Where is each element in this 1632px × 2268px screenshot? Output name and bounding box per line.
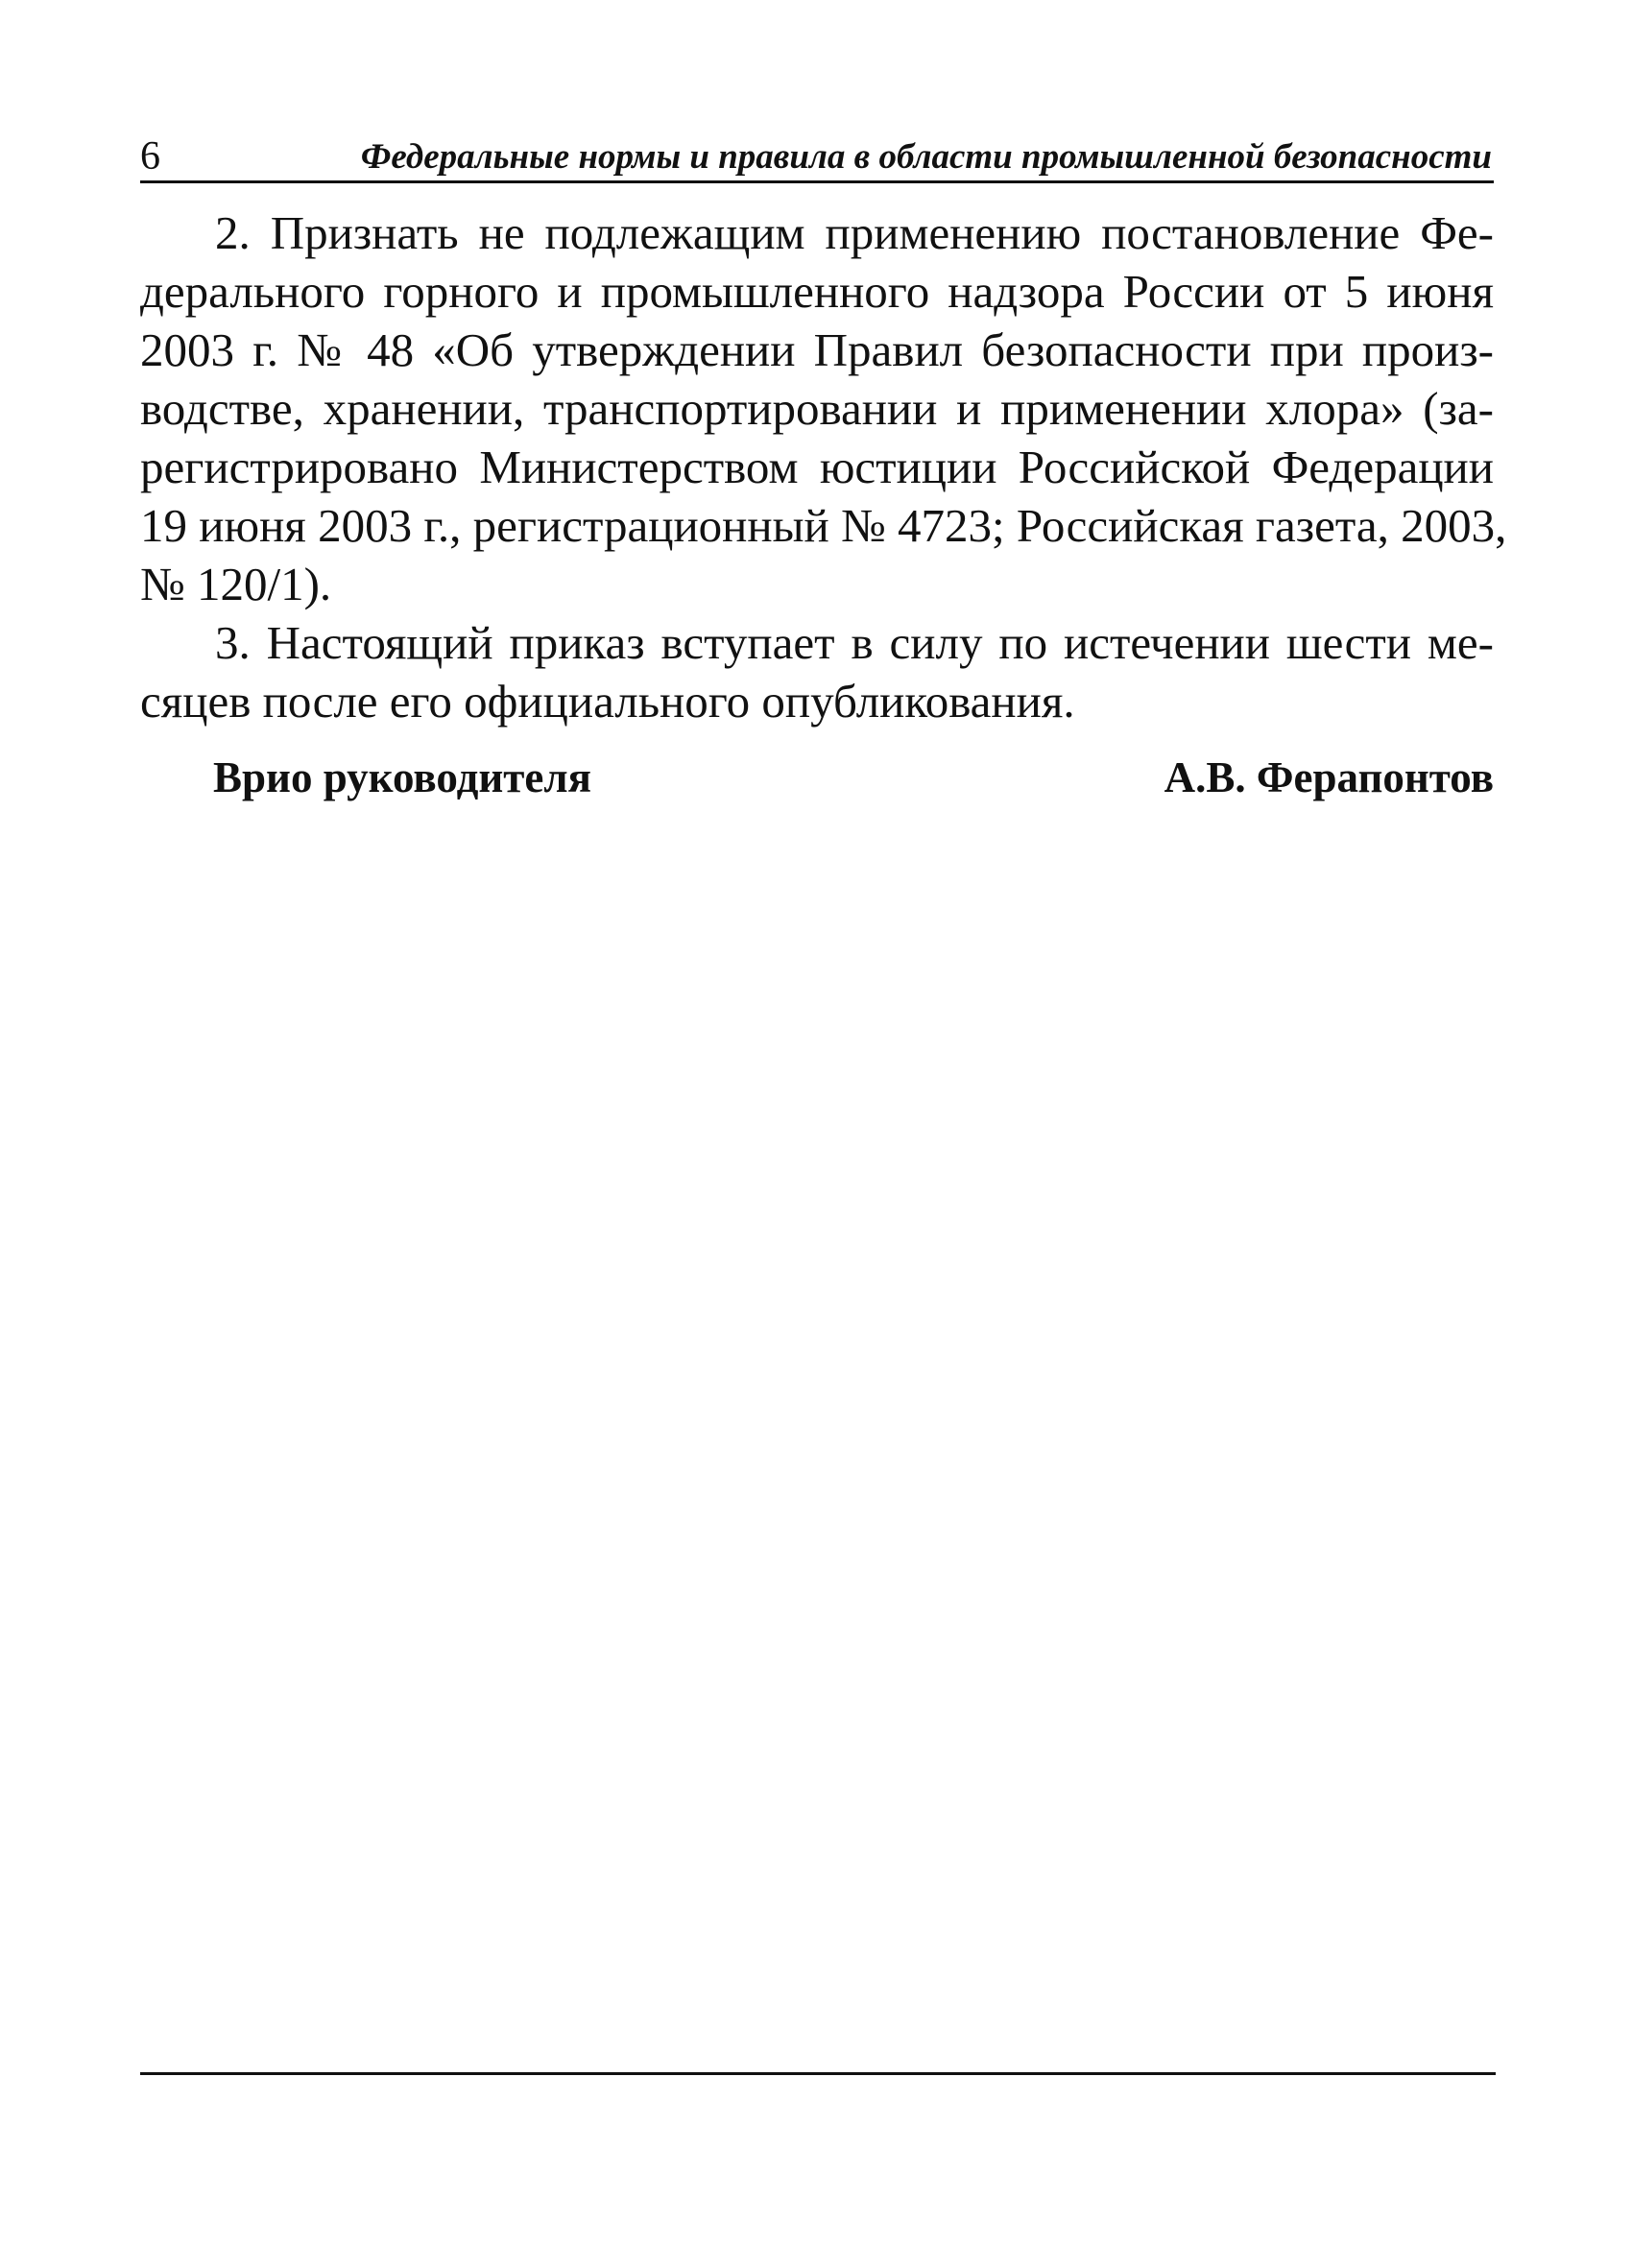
paragraph-line: водстве, хранении, транспортировании и применении хлора» (за-: [140, 382, 1494, 435]
document-body: [140, 203, 1507, 730]
paragraph-line: дерального горного и промышленного надзора России от 5 июня: [140, 265, 1494, 318]
page-number: 6: [140, 134, 160, 179]
signatory-position: Врио руководителя: [213, 753, 591, 801]
paragraph-line: регистрировано Министерством юстиции Российской Федерации: [140, 441, 1494, 493]
running-header-title: Федеральные нормы и правила в области промышленной безопасности: [360, 137, 1492, 177]
paragraph-line: 2003 г. № 48 «Об утверждении Правил безопасности при произ-: [140, 323, 1494, 376]
paragraph-3: [140, 613, 1494, 730]
paragraph-line: сяцев после его официального опубликования.: [140, 675, 1075, 728]
paragraph-2: [140, 203, 1507, 613]
paragraph-line: № 120/1).: [140, 558, 332, 610]
paragraph-line: 2. Признать не подлежащим применению постановление Фе-: [215, 206, 1494, 259]
paragraph-line: 3. Настоящий приказ вступает в силу по истечении шести ме-: [215, 616, 1494, 669]
signatory-name: А.В. Ферапонтов: [1164, 753, 1494, 801]
running-header: [140, 131, 1494, 183]
signature-block: [213, 749, 1494, 806]
paragraph-line: 19 июня 2003 г., регистрационный № 4723; Российская газета, 2003,: [140, 499, 1507, 552]
footer-divider: [140, 2072, 1496, 2075]
